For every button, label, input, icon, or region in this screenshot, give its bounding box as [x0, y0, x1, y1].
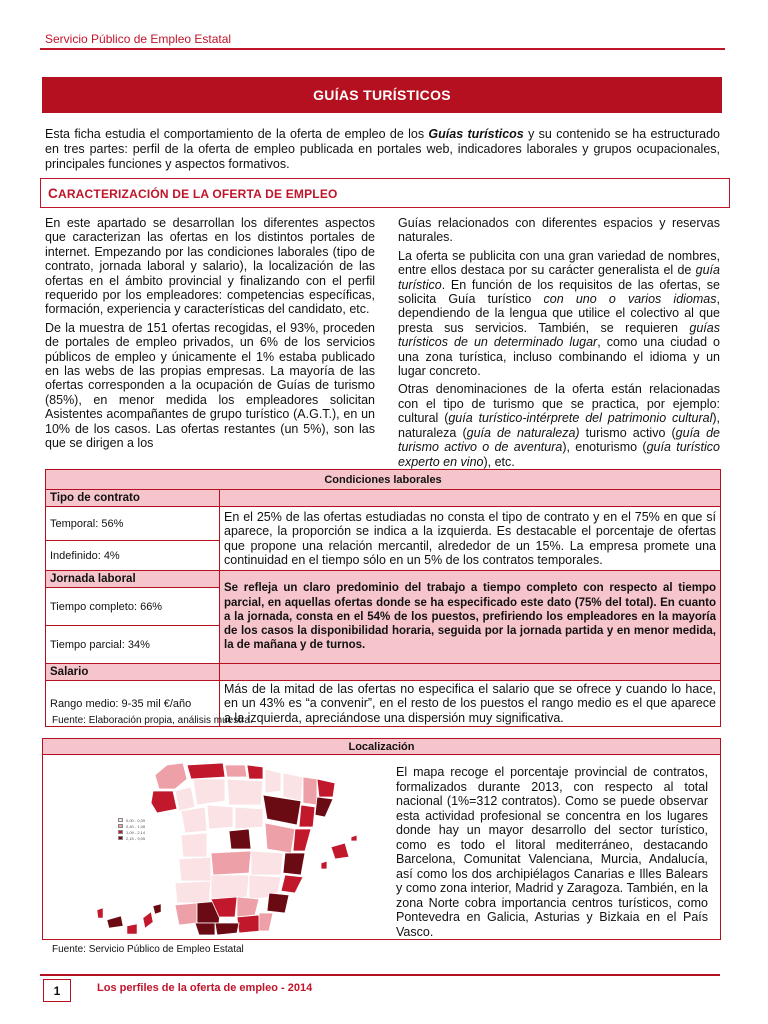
localization-title: Localización	[43, 739, 720, 755]
section-title: CARACTERIZACIÓN DE LA OFERTA DE EMPLEO	[48, 186, 338, 201]
island-lanzarote	[153, 904, 161, 914]
right-paragraph-1: Guías relacionados con diferentes espacios y reservas naturales.	[398, 216, 720, 245]
province-galicia-south	[151, 791, 177, 813]
province-menorca	[351, 835, 357, 841]
page-title: GUÍAS TURÍSTICOS	[42, 77, 722, 113]
header-filler	[220, 664, 721, 681]
island-la-palma	[97, 908, 103, 918]
footer-divider	[40, 974, 720, 976]
contract-description: En el 25% de las ofertas estudiadas no consta el tipo de contrato y en el 75% en que sí aparece, la proporción se indica a la izquierda. Es destacable el porcentaje de ofertas que propone una relación mercantil, alrededor de un 15%. La empresa promete una continuidad en el tiempo sólo en un 5% de los contratos temporales.	[220, 507, 721, 571]
province-jaen	[237, 897, 259, 917]
header-divider	[40, 48, 725, 50]
province-bizkaia	[247, 765, 263, 779]
province-asturias	[187, 763, 225, 779]
province-cuenca	[251, 851, 283, 875]
province-valladolid	[207, 805, 233, 829]
province-malaga	[215, 923, 239, 935]
table-row-value: Tiempo parcial: 34%	[46, 626, 220, 664]
island-tenerife	[107, 916, 123, 928]
province-murcia	[267, 893, 289, 913]
table-row-value: Tiempo completo: 66%	[46, 588, 220, 626]
province-lleida	[303, 777, 317, 805]
province-huelva	[175, 903, 197, 925]
header-org: Servicio Público de Empleo Estatal	[45, 32, 232, 46]
intro-paragraph: Esta ficha estudia el comportamiento de la oferta de empleo de los Guías turísticos y su contenido se ha estructurado en tres partes: perfil de la oferta de empleo publicada en portales web, indicadores laborales y grupos ocupacionales, principales funciones y aspectos formativos.	[45, 127, 720, 171]
province-castellon	[293, 829, 311, 851]
left-column	[45, 216, 375, 455]
canary-islands-map	[95, 900, 165, 940]
spain-province-map	[145, 757, 360, 935]
province-madrid	[229, 829, 251, 849]
province-salamanca	[181, 833, 207, 857]
province-alicante	[281, 875, 303, 893]
section-header-contract: Tipo de contrato	[46, 490, 220, 507]
table-row-value: Rango medio: 9-35 mil €/año	[46, 681, 220, 727]
localization-text: El mapa recoge el porcentaje provincial de contratos, formalizados durante 2013, con respecto al total nacional (1%=312 contratos). Como se puede observar esta actividad profesional se concentra en los lugares donde hay un mayor desarrollo del sector turístico, como es todo el litoral mediterráneo, destacando Barcelona, Comunitat Valenciana, Murcia, Andalucía, así como los dos archipiélagos Canarias e Illes Balears y como zona interior, Madrid y Zaragoza. También, en la zona Norte cobra importancia centros turísticos, como Pontevedra en Galicia, Asturias y Bizkaia en el País Vasco.	[396, 765, 708, 939]
province-huesca	[283, 773, 303, 801]
legend-item: 1,09 - 2,14	[118, 829, 145, 835]
province-teruel	[265, 823, 295, 853]
province-cantabria	[225, 765, 247, 777]
map-legend	[118, 817, 145, 841]
map-source: Fuente: Servicio Público de Empleo Estatal	[52, 944, 244, 955]
legend-item: 2,15 - 9,05	[118, 835, 145, 841]
table-row-value: Indefinido: 4%	[46, 541, 220, 571]
section-header-salary: Salario	[46, 664, 220, 681]
table-title: Condiciones laborales	[46, 470, 721, 490]
salary-description: Más de la mitad de las ofertas no especifica el salario que se ofrece y cuando lo hace, en un 43% es “a convenir”, en el resto de los puestos el rango medio es el que aparece a la izquierda, apreciándose una dispersión muy significativa.	[220, 681, 721, 727]
left-paragraph-1: En este apartado se desarrollan los diferentes aspectos que caracterizan las ofertas en los distintos portales de internet. Empezando por las condiciones laborales (tipo de contrato, jornada laboral y salario), la localización de las ofertas en el ámbito provincial y finalizando con el perfil requerido por los empleadores: competencias específicas, formación, experiencia y características del candidato, etc.	[45, 216, 375, 317]
legend-item: 0,40 - 1,08	[118, 823, 145, 829]
province-girona	[317, 779, 335, 797]
right-paragraph-3: Otras denominaciones de la oferta están relacionadas con el tipo de turismo que se practica, por ejemplo: cultural (guía turístico-intérprete del patrimonio cultural), naturaleza (guía de naturaleza) turismo activo (guía de turismo activo o de aventura), enoturismo (guía turístico experto en vino), etc.	[398, 382, 720, 469]
legend-item: 0,00 - 0,39	[118, 817, 145, 823]
island-gran-canaria	[127, 924, 137, 934]
conditions-table	[45, 469, 721, 727]
province-toledo	[211, 851, 251, 875]
province-leon	[193, 779, 225, 805]
right-column	[398, 216, 720, 473]
province-cadiz	[195, 923, 215, 935]
province-burgos	[227, 779, 263, 805]
province-mallorca	[331, 843, 349, 859]
table-row-value: Temporal: 56%	[46, 507, 220, 541]
province-ibiza	[321, 861, 327, 869]
province-valencia	[283, 853, 305, 875]
province-barcelona	[315, 797, 333, 817]
province-galicia-north	[155, 763, 187, 789]
province-almeria	[259, 913, 273, 931]
province-ciudad-real	[211, 875, 249, 899]
province-badajoz	[175, 881, 211, 903]
footer-title: Los perfiles de la oferta de empleo - 2014	[97, 982, 313, 994]
left-paragraph-2: De la muestra de 151 ofertas recogidas, el 93%, proceden de portales de empleo privados, un 6% de los servicios públicos de empleo y únicamente el 1% estaba publicado en las webs de las propias empresas. La mayoría de las ofertas corresponden a la ocupación de Guías de turismo (85%), en menor medida los empleadores solicitan Asistentes acompañantes de grupo turístico (A.G.T.), en un 10% de los casos. Las ofertas restantes (un 5%), son las que se dirigen a los	[45, 320, 375, 451]
province-tarragona	[299, 805, 315, 827]
province-soria	[235, 807, 263, 829]
province-granada	[237, 915, 261, 933]
province-zamora	[181, 807, 207, 833]
page-number: 1	[43, 979, 71, 1002]
province-caceres	[179, 857, 211, 881]
right-paragraph-2: La oferta se publicita con una gran variedad de nombres, entre ellos destaca por su carácter generalista el de guía turístico. En función de los requisitos de las ofertas, se solicita Guía turístico con uno o varios idiomas, dependiendo de la lengua que utilice el colectivo al que presta sus servicios. También, se requieren guías turísticos de un determinado lugar, como una ciudad o una zona turística, incluso combinando el idioma y un lugar concreto.	[398, 248, 721, 379]
island-fuerteventura	[143, 912, 153, 928]
table-source: Fuente: Elaboración propia, análisis muestra.	[52, 715, 253, 726]
schedule-description: Se refleja un claro predominio del trabajo a tiempo completo con respecto al tiempo parcial, en aquellas ofertas donde se ha especificado este dato (75% del total). En cuanto a la jornada, consta en el 54% de los puestos, prefiriendo los empleadores en la mayoría de los casos la disponibilidad horaria, seguida por la jornada partida y en menor medida, la de mañana y de turnos.	[220, 571, 721, 664]
section-header-schedule: Jornada laboral	[46, 571, 220, 588]
province-ourense	[175, 787, 195, 811]
province-navarra	[265, 769, 281, 793]
header-filler	[220, 490, 721, 507]
